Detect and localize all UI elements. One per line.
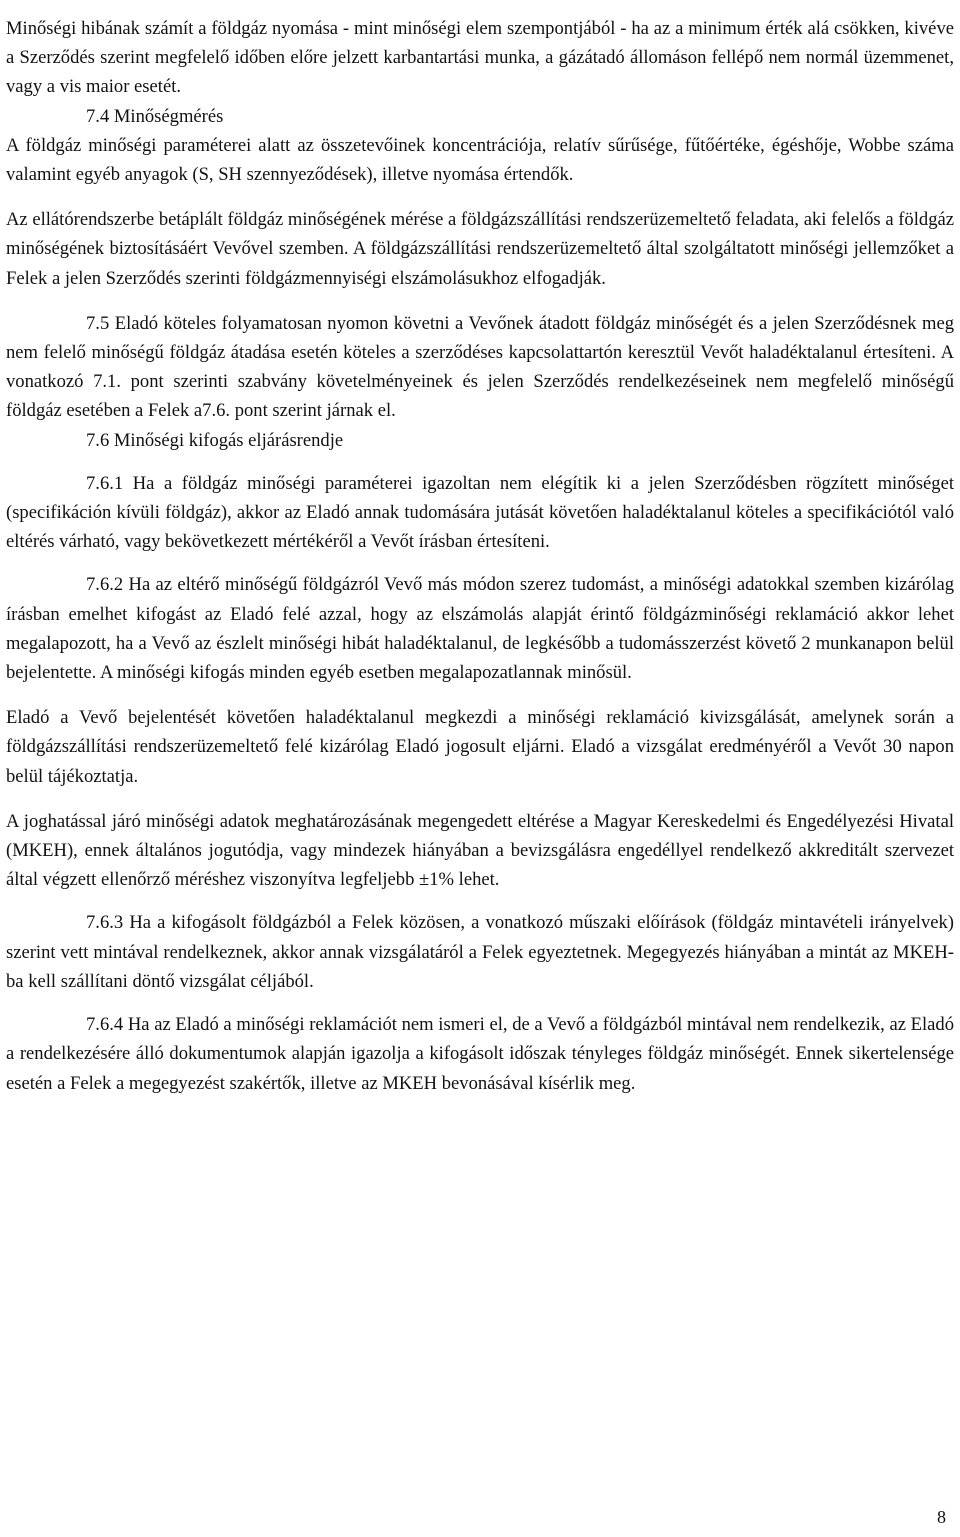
paragraph-7-5: 7.5 Eladó köteles folyamatosan nyomon követni a Vevőnek átadott földgáz minőségét és a jelen Szerződésnek meg nem felelő minőségű földgáz átadása esetén köteles a szerződéses kapcsolattartón keresztül Vevőt haladéktalanul értesíteni. A vonatkozó 7.1. pont szerinti szabvány követelményeinek és jelen Szerződés rendelkezéseinek nem megfelelő minőségű földgáz esetében a Felek a7.6. pont szerint járnak el. <box>6 312 954 422</box>
paragraph-7-6-2-c: A joghatással járó minőségi adatok meghatározásának megengedett eltérése a Magyar Kereskedelmi és Engedélyezési Hivatal (MKEH), ennek általános jogutódja, vagy mindezek hiányában a bevizsgálásra engedéllyel rendelkező akkreditált szervezet által végzett ellenőrző méréshez viszonyítva legfeljebb ±1% lehet. <box>6 810 954 891</box>
paragraph-7-6-2-b: Eladó a Vevő bejelentését követően haladéktalanul megkezdi a minőségi reklamáció kivizsgálását, amelynek során a földgázszállítási rendszerüzemeltető felé kizárólag Eladó jogosult eljárni. Eladó a vizsgálat eredményéről a Vevőt 30 napon belül tájékoztatja. <box>6 707 954 787</box>
section-heading-7-4: 7.4 Minőségmérés <box>86 105 224 127</box>
page-number: 8 <box>937 1507 946 1527</box>
paragraph-7-4-a: A földgáz minőségi paraméterei alatt az összetevőinek koncentrációja, relatív sűrűsége, fűtőértéke, égéshője, Wobbe száma valamint egyéb anyagok (S, SH szennyeződések), illetve nyomása értendők. <box>6 134 954 186</box>
paragraph-7-6-1: 7.6.1 Ha a földgáz minőségi paraméterei igazoltan nem elégítik ki a jelen Szerződésben rögzített minőséget (specifikáción kívüli földgáz), akkor az Eladó annak tudomására jutását követően haladéktalanul köteles a specifikációtól való eltérés várható, vagy bekövetkezett mértékéről a Vevőt írásban értesíteni. <box>6 472 954 553</box>
paragraph-7-6-4: 7.6.4 Ha az Eladó a minőségi reklamációt nem ismeri el, de a Vevő a földgázból mintával nem rendelkezik, az Eladó a rendelkezésére álló dokumentumok alapján igazolja a kifogásolt időszak tényleges földgáz minőségét. Ennek sikertelensége esetén a Felek a megegyezést szakértők, illetve az MKEH bevonásával kísérlik meg. <box>6 1014 954 1094</box>
paragraph-7-4-b: Az ellátórendszerbe betáplált földgáz minőségének mérése a földgázszállítási rendszerüzemeltető feladata, aki felelős a földgáz minőségének biztosításáért Vevővel szemben. A földgázszállítási rendszerüzemeltető által szolgáltatott minőségi jellemzőket a Felek a jelen Szerződés szerinti földgázmennyiségi elszámolásukhoz elfogadják. <box>6 209 954 289</box>
paragraph-7-6-2: 7.6.2 Ha az eltérő minőségű földgázról Vevő más módon szerez tudomást, a minőségi adatokkal szemben kizárólag írásban emelhet kifogást az Eladó felé azzal, hogy az elszámolás alapját érintő földgázminőségi reklamáció akkor lehet megalapozott, ha a Vevő az észlelt minőségi hibát haladéktalanul, de legkésőbb a tudomásszerzést követő 2 munkanapon belül bejelentette. A minőségi kifogás minden egyéb esetben megalapozatlannak minősül. <box>6 574 954 684</box>
paragraph-7-6-3: 7.6.3 Ha a kifogásolt földgázból a Felek közösen, a vonatkozó műszaki előírások (földgáz mintavételi irányelvek) szerint vett mintával rendelkeznek, akkor annak vizsgálatáról a Felek egyeztetnek. Megegyezés hiányában a mintát az MKEH-ba kell szállítani döntő vizsgálat céljából. <box>6 912 954 992</box>
section-heading-7-6: 7.6 Minőségi kifogás eljárásrendje <box>86 429 344 451</box>
paragraph-intro: Minőségi hibának számít a földgáz nyomása - mint minőségi elem szempontjából - ha az a minimum érték alá csökken, kivéve a Szerződés szerint megfelelő időben előre jelzett karbantartási munka, a gázátadó állomáson fellépő nem normál üzemmenet, vagy a vis maior esetét. <box>6 18 954 98</box>
